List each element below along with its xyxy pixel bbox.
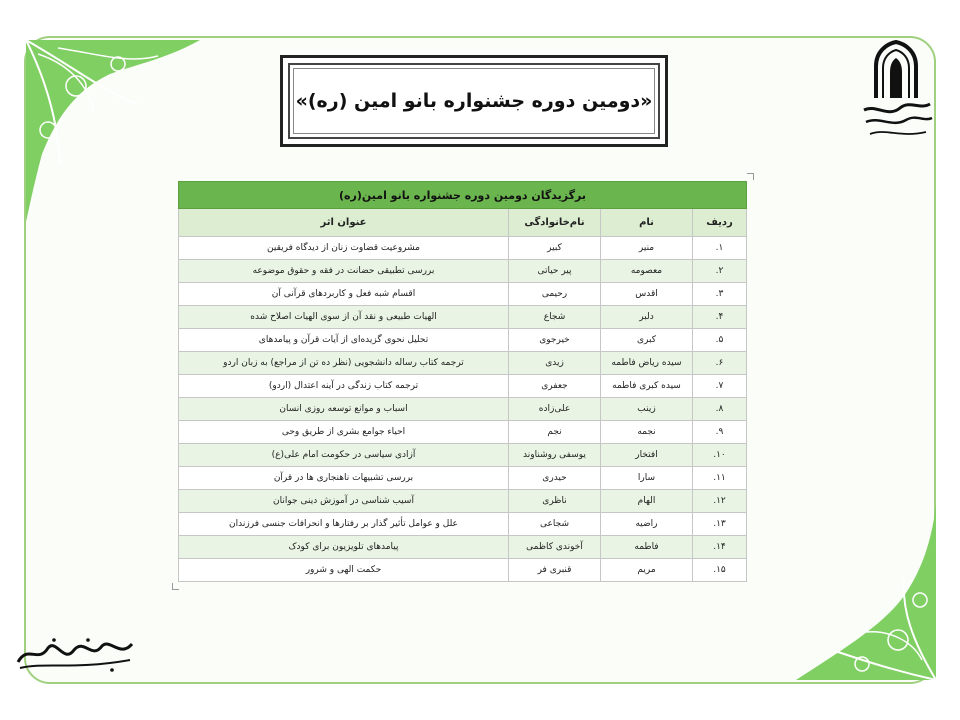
table-row (179, 260, 747, 283)
cell-first-name: زینب (601, 398, 693, 421)
winners-table (178, 181, 747, 582)
cell-work-title: آزادی سیاسی در حکومت امام علی(ع) (179, 444, 509, 467)
cell-row-no: ۹. (693, 421, 747, 444)
leaf-ornament-bottom-right (792, 500, 944, 686)
cell-first-name: سارا (601, 467, 693, 490)
cell-work-title: حکمت الهی و شرور (179, 559, 509, 582)
header-first-name: نام (601, 209, 693, 237)
slide-title: «دومین دوره جشنواره بانو امین (ره)» (295, 90, 653, 112)
cell-first-name: اقدس (601, 283, 693, 306)
cell-last-name: یوسفی روشناوند (509, 444, 601, 467)
cell-last-name: نجم (509, 421, 601, 444)
header-work-title: عنوان اثر (179, 209, 509, 237)
table-row (179, 283, 747, 306)
cell-first-name: منیر (601, 237, 693, 260)
cell-row-no: ۱۲. (693, 490, 747, 513)
cell-work-title: اقسام شبه فعل و کاربردهای قرآنی آن (179, 283, 509, 306)
cell-row-no: ۱۵. (693, 559, 747, 582)
table-row (179, 237, 747, 260)
cell-row-no: ۱. (693, 237, 747, 260)
cell-row-no: ۱۴. (693, 536, 747, 559)
table-row (179, 467, 747, 490)
cell-last-name: ناظری (509, 490, 601, 513)
cell-row-no: ۴. (693, 306, 747, 329)
cell-work-title: احیاء جوامع بشری از طریق وحی (179, 421, 509, 444)
cell-work-title: مشروعیت قضاوت زنان از دیدگاه فریقین (179, 237, 509, 260)
cell-first-name: مریم (601, 559, 693, 582)
research-deputy-logo (14, 634, 136, 674)
table-row (179, 490, 747, 513)
cell-last-name: کبیر (509, 237, 601, 260)
cell-first-name: معصومه (601, 260, 693, 283)
cell-last-name: قنبری فر (509, 559, 601, 582)
cell-row-no: ۶. (693, 352, 747, 375)
cell-work-title: تحلیل نحوی گزیده‌ای از آیات قرآن و پیامدهای (179, 329, 509, 352)
cell-first-name: الهام (601, 490, 693, 513)
cell-row-no: ۱۰. (693, 444, 747, 467)
cell-work-title: ترجمه کتاب رساله دانشجویی (نظر ده تن از مراجع) به زبان اردو (179, 352, 509, 375)
winners-table-container (178, 181, 746, 582)
cell-row-no: ۳. (693, 283, 747, 306)
cell-last-name: شجاع (509, 306, 601, 329)
table-row (179, 421, 747, 444)
cell-last-name: حیدری (509, 467, 601, 490)
cell-last-name: رحیمی (509, 283, 601, 306)
cell-row-no: ۵. (693, 329, 747, 352)
cell-row-no: ۱۳. (693, 513, 747, 536)
header-last-name: نام‌خانوادگی (509, 209, 601, 237)
cell-row-no: ۱۱. (693, 467, 747, 490)
cell-first-name: نجمه (601, 421, 693, 444)
cell-row-no: ۸. (693, 398, 747, 421)
cell-work-title: اسباب و موانع توسعه روزی انسان (179, 398, 509, 421)
cell-last-name: زیدی (509, 352, 601, 375)
cell-first-name: راضیه (601, 513, 693, 536)
table-row (179, 513, 747, 536)
selection-handle (747, 173, 754, 180)
cell-work-title: آسیب شناسی در آموزش دینی جوانان (179, 490, 509, 513)
cell-first-name: دلبر (601, 306, 693, 329)
cell-last-name: آخوندی کاظمی (509, 536, 601, 559)
cell-first-name: کبری (601, 329, 693, 352)
table-body (179, 237, 747, 582)
table-row (179, 559, 747, 582)
cell-last-name: جعفری (509, 375, 601, 398)
cell-last-name: خیرجوی (509, 329, 601, 352)
cell-first-name: سیده کبری فاطمه (601, 375, 693, 398)
cell-work-title: پیامدهای تلویزیون برای کودک (179, 536, 509, 559)
slide-title-box (280, 55, 668, 147)
cell-first-name: سیده ریاض فاطمه (601, 352, 693, 375)
cell-work-title: الهیات طبیعی و نقد آن از سوی الهیات اصلاح شده (179, 306, 509, 329)
table-caption: برگزیدگان دومین دوره جشنواره بانو امین(ره) (179, 182, 747, 209)
table-row (179, 375, 747, 398)
table-row (179, 352, 747, 375)
table-row (179, 398, 747, 421)
table-row (179, 306, 747, 329)
cell-work-title: بررسی تطبیقی حضانت در فقه و حقوق موضوعه (179, 260, 509, 283)
cell-work-title: ترجمه کتاب زندگی در آینه اعتدال (اردو) (179, 375, 509, 398)
cell-first-name: افتخار (601, 444, 693, 467)
cell-row-no: ۷. (693, 375, 747, 398)
cell-last-name: پیر حیاتی (509, 260, 601, 283)
jamiat-alzahra-logo (856, 38, 936, 142)
cell-work-title: بررسی تشبیهات ناهنجاری ها در قرآن (179, 467, 509, 490)
table-row (179, 444, 747, 467)
table-row (179, 536, 747, 559)
header-row-no: ردیف (693, 209, 747, 237)
cell-last-name: شجاعی (509, 513, 601, 536)
selection-handle (172, 583, 179, 590)
cell-work-title: علل و عوامل تأثیر گذار بر رفتارها و انحرافات جنسی فرزندان (179, 513, 509, 536)
cell-first-name: فاطمه (601, 536, 693, 559)
cell-last-name: علی‌زاده (509, 398, 601, 421)
table-row (179, 329, 747, 352)
cell-row-no: ۲. (693, 260, 747, 283)
